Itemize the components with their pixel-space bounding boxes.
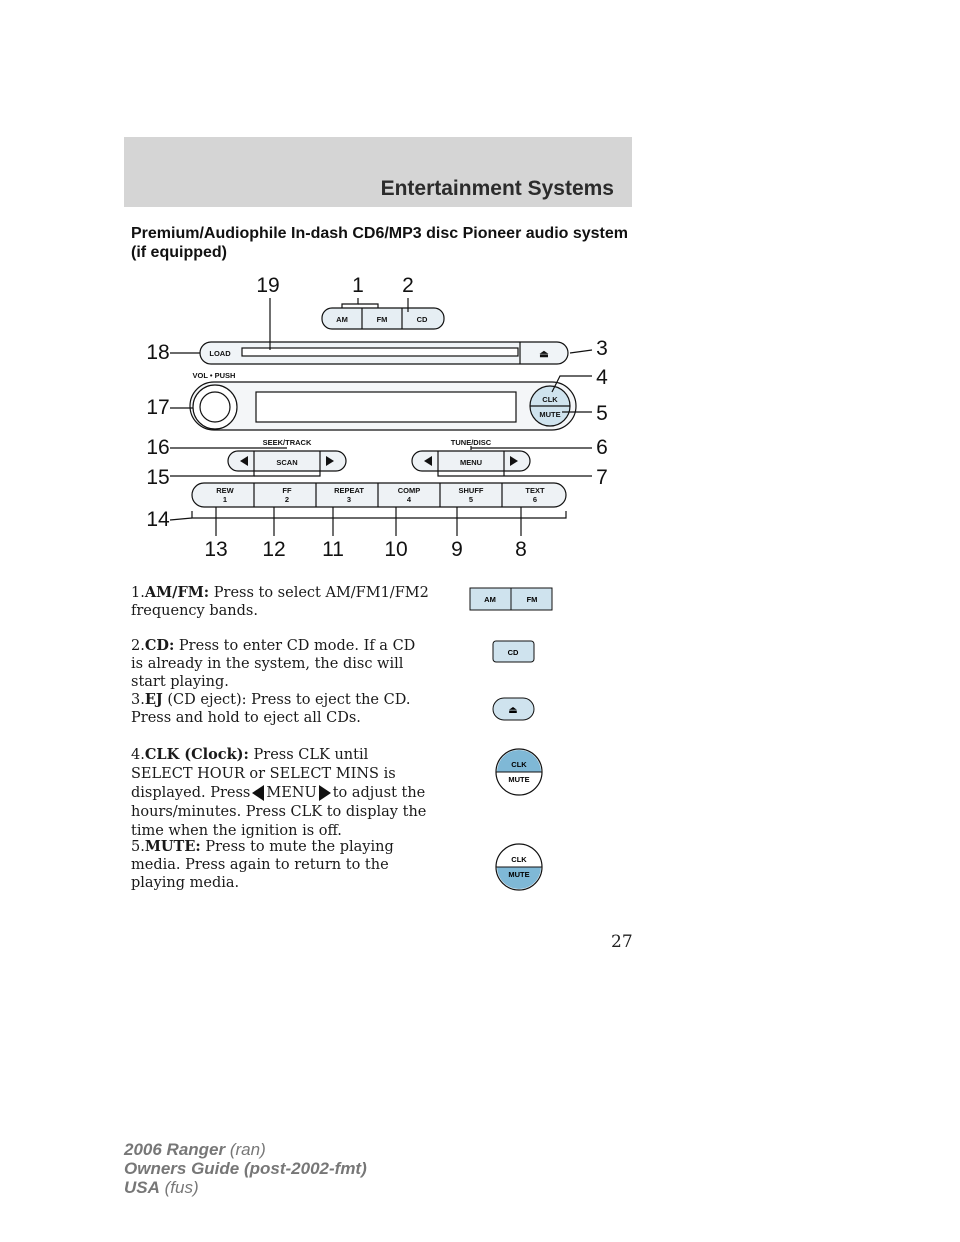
preset-3-num: 3 (346, 495, 352, 504)
label-fm: FM (376, 315, 388, 324)
preset-1-num: 1 (222, 495, 228, 504)
preset-1-name: REW (216, 486, 234, 495)
item-term: MUTE: (144, 838, 201, 855)
am-label: AM (484, 595, 496, 604)
footer-line-2 (124, 1159, 367, 1178)
callout-6: 6 (596, 436, 608, 459)
callout-15: 15 (146, 466, 170, 489)
preset-4-name: COMP (397, 486, 421, 495)
item-text: Press to enter CD mode. If a CD is already in the system, the disc will start playing. (131, 638, 416, 690)
label-clk: CLK (542, 395, 558, 404)
callout-4: 4 (596, 366, 608, 389)
cd-label: CD (507, 648, 519, 657)
item-term: CD: (144, 637, 175, 654)
item-text: (CD eject): Press to eject the CD. Press and hold to eject all CDs. (131, 692, 411, 726)
callout-19: 19 (256, 274, 280, 297)
page-number: 27 (611, 932, 633, 952)
item-number: 2. (131, 638, 145, 654)
item-number: 1. (131, 585, 145, 601)
label-cd: CD (416, 315, 428, 324)
preset-2-num: 2 (284, 495, 290, 504)
callout-14: 14 (146, 508, 170, 531)
label-scan: SCAN (276, 458, 298, 467)
label-seek-track: SEEK/TRACK (262, 438, 312, 447)
cd-button-illustration (492, 640, 536, 664)
left-arrow-icon (252, 785, 264, 801)
item-term: CLK (Clock): (144, 746, 249, 763)
preset-6-num: 6 (532, 495, 538, 504)
header-band (124, 137, 632, 207)
footer-guide: Owners Guide (post-2002-fmt) (124, 1159, 367, 1178)
clk-label: CLK (511, 760, 527, 769)
callout-8: 8 (515, 538, 527, 561)
item-number: 4. (131, 747, 145, 763)
item-am-fm (131, 584, 431, 620)
label-tune-disc: TUNE/DISC (450, 438, 492, 447)
footer-line-3 (124, 1178, 367, 1197)
item-text-menu: MENU (266, 785, 317, 801)
callout-7: 7 (596, 466, 608, 489)
radio-diagram (130, 262, 630, 572)
footer-market: USA (124, 1178, 160, 1197)
footer-model: 2006 Ranger (124, 1140, 226, 1159)
item-eject (131, 691, 431, 727)
callout-16: 16 (146, 436, 170, 459)
item-mute (131, 838, 431, 892)
page-heading: Premium/Audiophile In-dash CD6/MP3 disc Pioneer audio system (if equipped) (131, 225, 628, 261)
item-number: 3. (131, 692, 145, 708)
clk-mute-illustration-clk (494, 747, 544, 797)
section-title: Entertainment Systems (380, 177, 614, 200)
callout-13: 13 (204, 538, 228, 561)
footer-line-1 (124, 1140, 367, 1159)
item-clock (131, 745, 431, 841)
item-number: 5. (131, 839, 145, 855)
item-text: Press to mute the playing media. Press again to return to the playing media. (131, 839, 394, 891)
label-load: LOAD (209, 349, 231, 358)
am-fm-button-illustration (469, 587, 553, 613)
callout-18: 18 (146, 341, 170, 364)
preset-3-name: REPEAT (334, 486, 364, 495)
item-term: EJ (144, 691, 163, 708)
eject-button-illustration (492, 697, 536, 723)
clk-mute-illustration-mute (494, 842, 544, 892)
mute-label: MUTE (508, 870, 530, 879)
label-vol-push: VOL • PUSH (192, 371, 236, 380)
callout-3: 3 (596, 337, 608, 360)
footer (124, 1140, 367, 1197)
callout-2: 2 (402, 274, 414, 297)
item-text: Press to select AM/FM1/FM2 frequency bands. (131, 585, 429, 619)
callout-17: 17 (146, 396, 170, 419)
callout-11: 11 (322, 538, 344, 561)
callout-10: 10 (384, 538, 408, 561)
preset-4-num: 4 (406, 495, 412, 504)
preset-2-name: FF (282, 486, 292, 495)
preset-6-name: TEXT (525, 486, 545, 495)
item-term: AM/FM: (144, 584, 210, 601)
footer-market-code: (fus) (159, 1178, 199, 1197)
preset-5-name: SHUFF (458, 486, 484, 495)
preset-5-num: 5 (468, 495, 474, 504)
mute-label: MUTE (508, 775, 530, 784)
label-menu: MENU (459, 458, 483, 467)
label-eject: ⏏ (539, 349, 549, 360)
right-arrow-icon (319, 785, 331, 801)
label-mute: MUTE (539, 410, 561, 419)
eject-icon: ⏏ (508, 705, 518, 716)
callout-1: 1 (352, 274, 364, 297)
footer-model-code: (ran) (225, 1140, 266, 1159)
item-text: to adjust the hours/minutes. Press CLK to display the time when the ignition is off. (131, 785, 427, 839)
callout-12: 12 (262, 538, 286, 561)
item-text: Press CLK until SELECT HOUR or SELECT MINS is displayed. Press (131, 747, 396, 801)
callout-9: 9 (451, 538, 463, 561)
label-am: AM (336, 315, 348, 324)
fm-label: FM (526, 595, 538, 604)
callout-5: 5 (596, 402, 608, 425)
item-cd (131, 637, 431, 691)
clk-label: CLK (511, 855, 527, 864)
